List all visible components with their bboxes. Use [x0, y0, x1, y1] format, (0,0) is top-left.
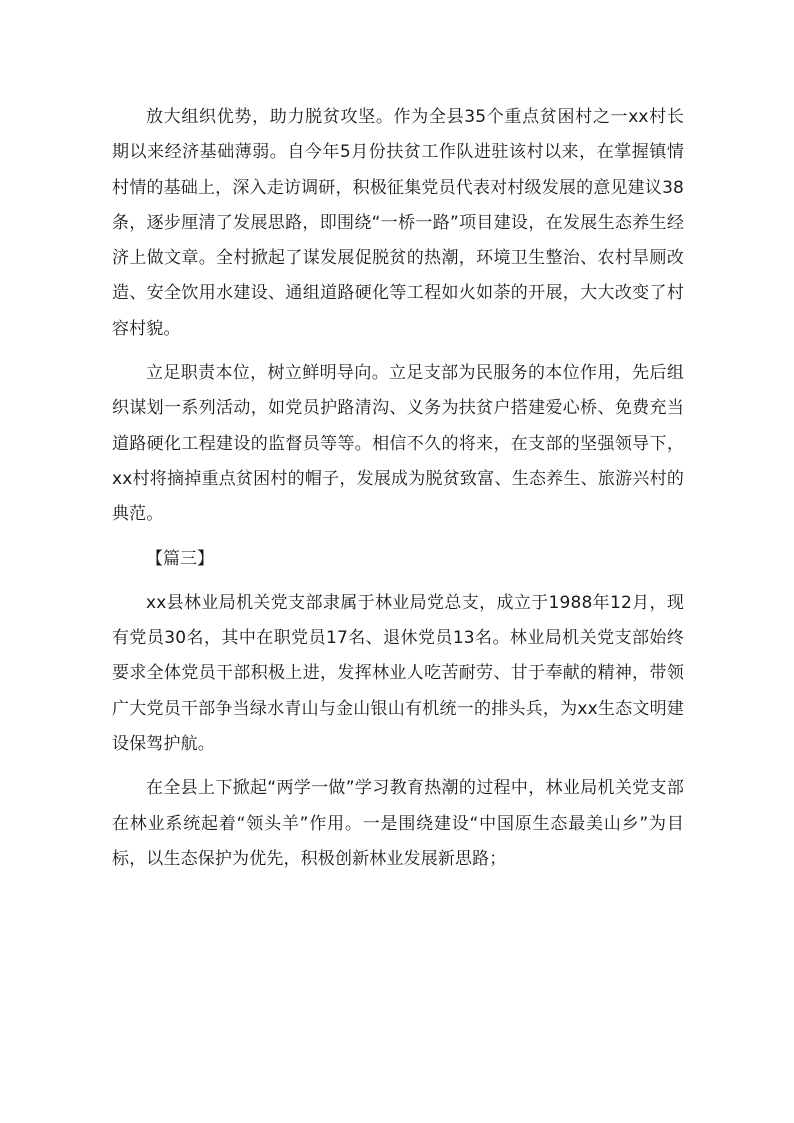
section-heading: 【篇三】 [146, 548, 214, 569]
paragraph-forestry-branch-intro: xx县林业局机关党支部隶属于林业局党总支，成立于1988年12月，现有党员30名，其中在职党员17名、退休党员13名。林业局机关党支部始终要求全体党员干部积极上进，发挥林业人吃苦耐劳、甘于奉献的精神，带领广大党员干部争当绿水青山与金山银山有机统一的排头兵，为xx生态文明建设保驾护航。 [112, 592, 684, 755]
paragraph-duty-orientation: 立足职责本位，树立鲜明导向。立足支部为民服务的本位作用，先后组织谋划一系列活动，如党员护路清沟、义务为扶贫户搭建爱心桥、免费充当道路硬化工程建设的监督员等等。相信不久的将来，在支部的坚强领导下，xx村将摘掉重点贫困村的帽子，发展成为脱贫致富、生态养生、旅游兴村的典范。 [112, 363, 684, 525]
paragraph-organization-advantage: 放大组织优势，助力脱贫攻坚。作为全县35个重点贫困村之一xx村长期以来经济基础薄弱。自今年5月份扶贫工作队进驻该村以来，在掌握镇情村情的基础上，深入走访调研，积极征集党员代表对村级发展的意见建议38条，逐步厘清了发展思路，即围绕“一桥一路”项目建设，在发展生态养生经济上做文章。全村掀起了谋发展促脱贫的热潮，环境卫生整治、农村旱厕改造、安全饮用水建设、通组道路硬化等工程如火如荼的开展，大大改变了村容村貌。 [112, 107, 684, 339]
paragraph-study-education: 在全县上下掀起“两学一做”学习教育热潮的过程中，林业局机关党支部在林业系统起着“领头羊”作用。一是围绕建设“中国原生态最美山乡”为目标，以生态保护为优先，积极创新林业发展新思路； [112, 778, 684, 869]
document-body [112, 100, 684, 886]
